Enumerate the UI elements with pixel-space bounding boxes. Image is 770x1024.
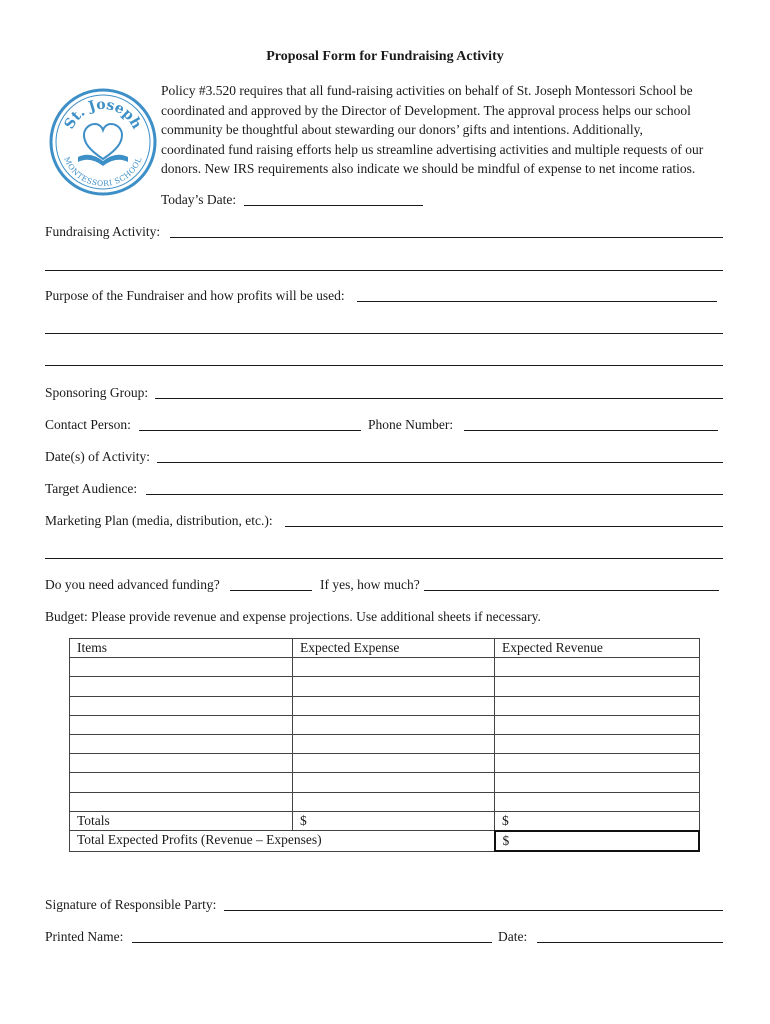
policy-line: coordinated fund raising efforts help us streamline advertising activities and multiple requests of our xyxy=(161,141,704,157)
date-label: Date: xyxy=(498,929,528,944)
contact-person-label: Contact Person: xyxy=(45,417,131,432)
item-cell[interactable] xyxy=(70,773,293,792)
date-field[interactable] xyxy=(537,942,723,943)
fundraising-activity-label: Fundraising Activity: xyxy=(45,224,161,239)
sponsoring-group-field[interactable] xyxy=(155,398,723,399)
fundraising-activity-field[interactable] xyxy=(170,237,723,238)
heart-icon xyxy=(84,124,122,159)
item-cell[interactable] xyxy=(70,715,293,734)
revenue-cell[interactable] xyxy=(495,715,700,734)
revenue-cell[interactable] xyxy=(495,658,700,677)
signature-label: Signature of Responsible Party: xyxy=(45,897,217,912)
how-much-field[interactable] xyxy=(424,590,719,591)
revenue-cell[interactable] xyxy=(495,734,700,753)
profit-value-cell[interactable]: $ xyxy=(495,831,700,851)
expense-cell[interactable] xyxy=(293,734,495,753)
revenue-cell[interactable] xyxy=(495,677,700,696)
table-row xyxy=(70,696,700,715)
form-title: Proposal Form for Fundraising Activity xyxy=(266,49,504,64)
printed-name-label: Printed Name: xyxy=(45,929,124,944)
revenue-cell[interactable] xyxy=(495,754,700,773)
expense-cell[interactable] xyxy=(293,754,495,773)
target-audience-label: Target Audience: xyxy=(45,481,138,496)
header-items: Items xyxy=(70,639,293,658)
logo-bottom-text: MONTESSORI SCHOOL xyxy=(62,155,144,189)
svg-text:St. Joseph xyxy=(61,97,144,132)
profit-label: Total Expected Profits (Revenue – Expenses) xyxy=(70,831,495,851)
phone-number-field[interactable] xyxy=(464,430,718,431)
item-cell[interactable] xyxy=(70,677,293,696)
item-cell[interactable] xyxy=(70,696,293,715)
table-row xyxy=(70,658,700,677)
todays-date-label: Today’s Date: xyxy=(161,192,237,207)
table-row xyxy=(70,754,700,773)
policy-line: donors. New IRS requirements also indicate we should be mindful of expense to net income ratios. xyxy=(161,161,696,176)
sponsoring-group-label: Sponsoring Group: xyxy=(45,385,149,400)
expense-cell[interactable] xyxy=(293,658,495,677)
totals-revenue-cell[interactable]: $ xyxy=(495,811,700,831)
phone-number-label: Phone Number: xyxy=(368,417,454,432)
target-audience-field[interactable] xyxy=(146,494,723,495)
fundraising-activity-field-2[interactable] xyxy=(45,270,723,271)
totals-row xyxy=(70,811,700,831)
signature-field[interactable] xyxy=(224,910,723,911)
advanced-funding-label: Do you need advanced funding? xyxy=(45,577,220,592)
revenue-cell[interactable] xyxy=(495,773,700,792)
totals-expense-cell[interactable]: $ xyxy=(293,811,495,831)
expense-cell[interactable] xyxy=(293,677,495,696)
policy-line: Policy #3.520 requires that all fund-raising activities on behalf of St. Joseph Montessori School be xyxy=(161,83,693,98)
logo-top-text: St. Joseph xyxy=(61,96,145,132)
header-expected-revenue: Expected Revenue xyxy=(495,639,700,658)
policy-line: community be thoughtful about stewarding our donors’ gifts and intentions. Additionally, xyxy=(161,122,643,137)
budget-instructions: Budget: Please provide revenue and expense projections. Use additional sheets if necessary. xyxy=(45,609,541,624)
revenue-cell[interactable] xyxy=(495,792,700,811)
item-cell[interactable] xyxy=(70,658,293,677)
item-cell[interactable] xyxy=(70,792,293,811)
how-much-label: If yes, how much? xyxy=(320,577,420,592)
table-row xyxy=(70,734,700,753)
book-icon xyxy=(78,155,128,166)
profit-row xyxy=(70,831,700,851)
expense-cell[interactable] xyxy=(293,696,495,715)
marketing-plan-label: Marketing Plan (media, distribution, etc.): xyxy=(45,513,273,528)
table-row xyxy=(70,792,700,811)
printed-name-field[interactable] xyxy=(132,942,492,943)
budget-table xyxy=(69,638,700,852)
policy-line: coordinated and approved by the Director of Development. The approval process helps our school xyxy=(161,102,691,118)
todays-date-field[interactable] xyxy=(244,205,423,206)
purpose-label: Purpose of the Fundraiser and how profits will be used: xyxy=(45,288,345,303)
item-cell[interactable] xyxy=(70,734,293,753)
table-header-row xyxy=(70,639,700,658)
table-row xyxy=(70,715,700,734)
purpose-field-2[interactable] xyxy=(45,333,723,334)
policy-paragraph xyxy=(161,81,731,179)
purpose-field[interactable] xyxy=(357,301,717,302)
svg-text:MONTESSORI SCHOOL xyxy=(62,155,143,188)
item-cell[interactable] xyxy=(70,754,293,773)
marketing-plan-field[interactable] xyxy=(285,526,723,527)
totals-label: Totals xyxy=(70,811,293,831)
marketing-plan-field-2[interactable] xyxy=(45,558,723,559)
header-expected-expense: Expected Expense xyxy=(293,639,495,658)
advanced-funding-field[interactable] xyxy=(230,590,312,591)
school-logo xyxy=(48,87,158,197)
contact-person-field[interactable] xyxy=(139,430,361,431)
revenue-cell[interactable] xyxy=(495,696,700,715)
expense-cell[interactable] xyxy=(293,792,495,811)
dates-of-activity-label: Date(s) of Activity: xyxy=(45,449,150,464)
table-row xyxy=(70,677,700,696)
dates-of-activity-field[interactable] xyxy=(157,462,723,463)
expense-cell[interactable] xyxy=(293,715,495,734)
expense-cell[interactable] xyxy=(293,773,495,792)
purpose-field-3[interactable] xyxy=(45,365,723,366)
table-row xyxy=(70,773,700,792)
